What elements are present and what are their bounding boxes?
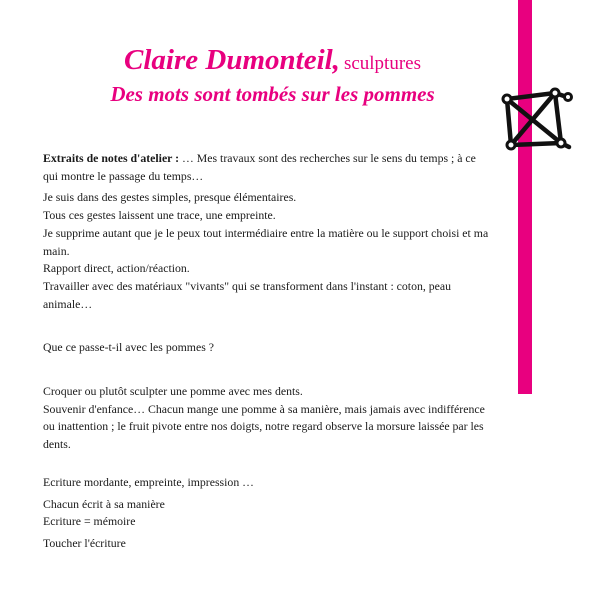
exhibition-subtitle: Des mots sont tombés sur les pommes <box>110 82 435 106</box>
lead-label: Extraits de notes d'atelier : <box>43 151 180 165</box>
paragraph-6: Croquer ou plutôt sculpter une pomme avec mes dents. <box>43 384 303 399</box>
paragraph-3: Je supprime autant que je le peux tout intermédiaire entre la matière ou le support choisi et ma main. <box>43 225 489 258</box>
work-kind: sculptures <box>343 53 421 74</box>
title-block <box>0 44 545 108</box>
paragraph-10: Ecriture = mémoire <box>43 514 136 529</box>
artist-title <box>0 44 545 80</box>
body-text <box>43 150 491 553</box>
paragraph-9: Chacun écrit à sa manière <box>43 496 165 511</box>
lead-text: … Mes travaux sont des recherches sur le sens du temps ; à ce qui montre le passage du temps… <box>43 151 476 183</box>
artist-name: Claire Dumonteil, <box>124 44 340 76</box>
paragraph-7: Souvenir d'enfance… Chacun mange une pomme à sa manière, mais jamais avec indifférence ou inattention ; le fruit pivote entre nos doigts, notre regard observe la morsure laissée par les dents. <box>43 401 485 452</box>
paragraph-11: Toucher l'écriture <box>43 535 126 550</box>
paragraph-4: Rapport direct, action/réaction. <box>43 261 190 276</box>
question: Que ce passe-t-il avec les pommes ? <box>43 340 214 355</box>
paragraph-2: Tous ces gestes laissent une trace, une empreinte. <box>43 208 276 223</box>
paragraph-5: Travailler avec des matériaux "vivants" qui se transforment dans l'instant : coton, peau animale… <box>43 278 452 311</box>
paragraph-1: Je suis dans des gestes simples, presque élémentaires. <box>43 190 297 205</box>
lead-paragraph <box>43 150 491 185</box>
paragraph-8: Ecriture mordante, empreinte, impression … <box>43 474 254 489</box>
